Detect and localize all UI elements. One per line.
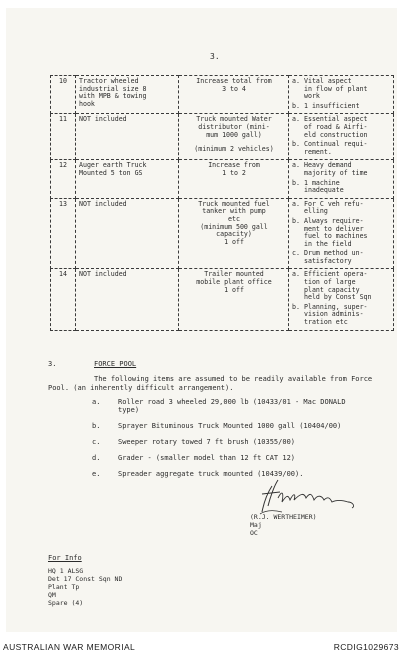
table-row <box>51 76 394 114</box>
section-intro: The following items are assumed to be readily available from Force Pool. (an inherently difficult arrangement). <box>48 375 373 392</box>
item-line: Sprayer Bituminous Truck Mounted 1000 gall (10404/00) <box>118 422 342 430</box>
reason-item <box>292 271 391 301</box>
reason-line: satisfactory <box>304 256 352 265</box>
record-id: RCDIG1029673 <box>333 642 399 652</box>
item-letter: c. <box>92 438 101 446</box>
table-row <box>51 114 394 160</box>
equipment-table <box>50 75 394 331</box>
recommendation-line: (minimum 2 vehicles) <box>194 145 274 154</box>
reason-line: Vital aspect <box>304 77 352 85</box>
archive-footer <box>0 632 403 654</box>
item-text <box>118 422 341 430</box>
item-number: 13 <box>59 199 67 208</box>
reason-letter: b. <box>292 101 300 110</box>
reason-line: held by Const Sqn <box>304 293 372 302</box>
reason-item <box>292 180 391 195</box>
recommendation-line: Increase from <box>208 161 260 170</box>
recommendation-line: capacity) <box>216 230 252 239</box>
reason-line: elling <box>304 207 328 216</box>
recommendation-line: 3 to 4 <box>222 84 246 93</box>
signatory-name: (R.J. WERTHEIMER) <box>250 513 317 521</box>
reason-line: in the field <box>304 239 352 248</box>
establishment-line: Auger earth Truck <box>79 161 147 170</box>
reason-line: vision adminis- <box>304 310 364 319</box>
reason-item <box>292 201 391 216</box>
recommendation-line: mobile plant office <box>196 278 272 287</box>
item-number-cell <box>51 76 76 114</box>
reason-text <box>304 218 368 248</box>
reason-letter: b. <box>292 178 300 187</box>
page-number: 3. <box>210 52 220 61</box>
distribution-item: Spare (4) <box>48 599 84 607</box>
item-line: Grader - (smaller model than 12 ft CAT 12) <box>118 454 296 462</box>
reason-line: Heavy demand <box>304 161 352 170</box>
reason-line: Essential aspect <box>304 115 368 124</box>
item-number: 11 <box>59 115 67 124</box>
signature-block <box>250 513 317 537</box>
reason-text <box>304 180 344 195</box>
for-info-heading: For Info <box>48 554 82 562</box>
reason-letter: a. <box>292 199 300 208</box>
reason-item <box>292 103 391 111</box>
reason-item <box>292 304 391 327</box>
reason-text <box>304 271 372 301</box>
recommendation-line: 1 off <box>224 237 244 246</box>
reason-item <box>292 141 391 156</box>
recommendation-line: Truck mounted Water <box>196 115 272 124</box>
reason-text <box>304 201 364 216</box>
distribution-item: Det 17 Const Sqn ND <box>48 575 123 583</box>
reason-text <box>304 78 368 101</box>
reason-item <box>292 116 391 139</box>
reason-letter: a. <box>292 270 300 279</box>
recommendation-line: Truck mounted fuel <box>198 199 270 208</box>
establishment-line: hook <box>79 99 95 108</box>
reason-line: tration etc <box>304 318 348 327</box>
table-row <box>51 269 394 330</box>
force-pool-item <box>92 454 295 462</box>
reason-line: fuel to machines <box>304 232 368 241</box>
item-number-cell <box>51 198 76 269</box>
item-text <box>118 398 346 414</box>
recommendation-line: (minimum 500 gall <box>200 222 268 231</box>
reason-line: inadequate <box>304 186 344 195</box>
item-line: Roller road 3 wheeled 29,000 lb (10433/01 - Mac DONALD <box>118 398 346 406</box>
establishment-cell <box>76 76 179 114</box>
reason-text <box>304 103 360 111</box>
recommendation-cell <box>179 76 289 114</box>
establishment-line: NOT included <box>79 199 127 208</box>
reason-letter: c. <box>292 249 300 258</box>
reason-line: Continual requi- <box>304 140 368 149</box>
reason-letter: b. <box>292 140 300 149</box>
item-number: 12 <box>59 161 67 170</box>
reason-text <box>304 116 368 139</box>
recommendation-line: 1 off <box>224 285 244 294</box>
recommendation-line: 1 to 2 <box>222 168 246 177</box>
reason-line: Drum method un- <box>304 249 364 258</box>
item-letter: e. <box>92 470 101 478</box>
recommendation-cell <box>179 198 289 269</box>
reason-cell <box>289 76 394 114</box>
reason-letter: a. <box>292 77 300 85</box>
distribution-item: QM <box>48 591 56 599</box>
reason-line: majority of time <box>304 168 368 177</box>
establishment-line: NOT included <box>79 115 127 124</box>
item-line: type) <box>118 406 140 414</box>
reason-line: rement. <box>304 147 332 156</box>
distribution-item: Plant Tp <box>48 583 80 591</box>
reason-line: work <box>304 92 320 101</box>
establishment-cell <box>76 269 179 330</box>
section-heading: FORCE POOL <box>94 360 137 368</box>
item-text <box>118 454 295 462</box>
table-row <box>51 160 394 198</box>
force-pool-item <box>92 422 341 430</box>
reason-item <box>292 162 391 177</box>
recommendation-line: tanker with pump <box>202 207 266 216</box>
distribution-item: HQ 1 ALSG <box>48 567 84 575</box>
item-number-cell <box>51 269 76 330</box>
reason-letter: b. <box>292 302 300 311</box>
establishment-line: Tractor wheeled <box>79 77 139 85</box>
reason-text <box>304 304 368 327</box>
distribution-list <box>48 567 122 607</box>
recommendation-cell <box>179 269 289 330</box>
establishment-cell <box>76 198 179 269</box>
reason-item <box>292 78 391 101</box>
recommendation-line: mum 1000 gall) <box>206 130 262 139</box>
reason-cell <box>289 114 394 160</box>
establishment-line: with MPB & towing <box>79 92 147 101</box>
item-number-cell <box>51 160 76 198</box>
recommendation-line: Trailer mounted <box>204 270 264 279</box>
item-letter: d. <box>92 454 101 462</box>
recommendation-line: Increase total from <box>196 77 272 85</box>
establishment-line: industrial size 8 <box>79 84 147 93</box>
reason-text <box>304 250 364 265</box>
recommendation-line: etc <box>228 214 240 223</box>
reason-letter: a. <box>292 115 300 124</box>
signatory-rank: Maj <box>250 521 262 529</box>
reason-line: plant capacity <box>304 285 360 294</box>
reason-letter: b. <box>292 216 300 225</box>
reason-text <box>304 162 368 177</box>
reason-line: of road & Airfi- <box>304 122 368 131</box>
item-letter: a. <box>92 398 101 406</box>
reason-line: Efficient opera- <box>304 270 368 279</box>
reason-letter: a. <box>292 161 300 170</box>
establishment-cell <box>76 160 179 198</box>
establishment-line: Mounted 5 ton GS <box>79 168 143 177</box>
force-pool-item <box>92 398 346 414</box>
archive-name: AUSTRALIAN WAR MEMORIAL <box>3 642 136 652</box>
reason-line: tion of large <box>304 278 356 287</box>
establishment-cell <box>76 114 179 160</box>
signatory-appointment: OC <box>250 529 258 537</box>
section-number: 3. <box>48 360 57 368</box>
signature-mark <box>248 476 360 516</box>
reason-line: ment to deliver <box>304 224 364 233</box>
establishment-line: NOT included <box>79 270 127 279</box>
reason-line: For C veh refu- <box>304 199 364 208</box>
item-number: 10 <box>59 77 67 85</box>
item-text <box>118 438 295 446</box>
reason-line: in flow of plant <box>304 84 368 93</box>
item-letter: b. <box>92 422 101 430</box>
item-line: Spreader aggregate truck mounted (10439/00). <box>118 470 304 478</box>
recommendation-cell <box>179 114 289 160</box>
recommendation-cell <box>179 160 289 198</box>
reason-line: 1 machine <box>304 178 340 187</box>
item-number-cell <box>51 114 76 160</box>
item-line: Sweeper rotary towed 7 ft brush (10355/00) <box>118 438 296 446</box>
table-row <box>51 198 394 269</box>
reason-cell <box>289 160 394 198</box>
reason-line: eld construction <box>304 130 368 139</box>
recommendation-line: distributor (mini- <box>198 122 270 131</box>
reason-line: Always require- <box>304 216 364 225</box>
reason-cell <box>289 269 394 330</box>
reason-line: Planning, super- <box>304 302 368 311</box>
reason-line: 1 insufficient <box>304 101 360 110</box>
reason-item <box>292 218 391 248</box>
item-number: 14 <box>59 270 67 279</box>
reason-item <box>292 250 391 265</box>
reason-text <box>304 141 368 156</box>
reason-cell <box>289 198 394 269</box>
force-pool-item <box>92 438 295 446</box>
